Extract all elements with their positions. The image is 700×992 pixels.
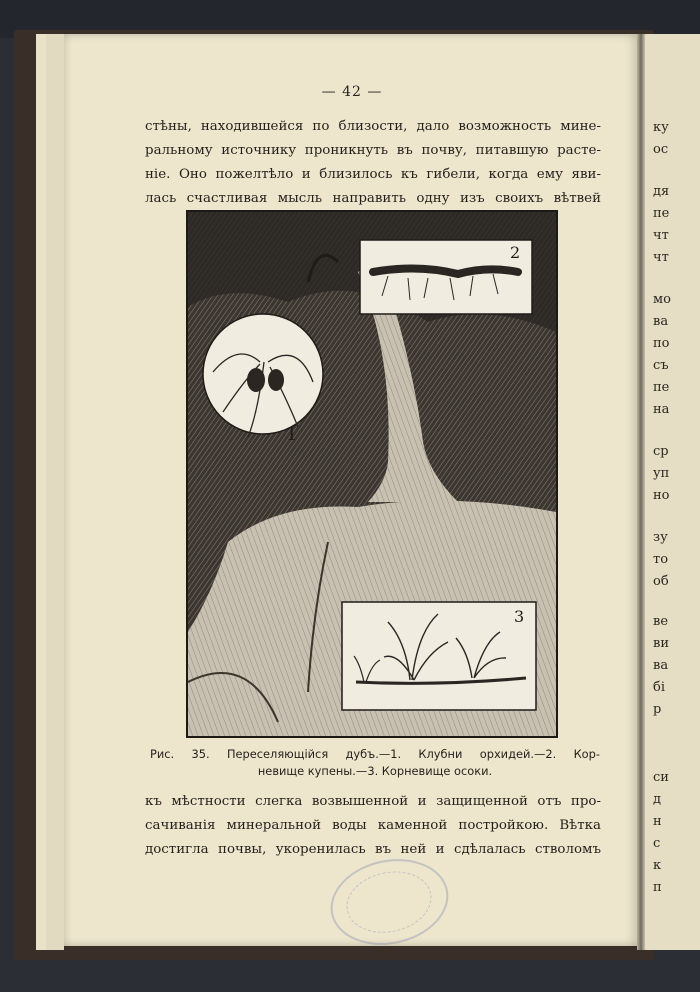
- page-number: — 42 —: [321, 84, 383, 100]
- right-page-fragment: ви: [653, 636, 669, 651]
- right-page-fragment: то: [653, 552, 669, 567]
- page-edges: [36, 34, 46, 950]
- right-page-fragment: на: [653, 402, 670, 417]
- figure-caption: [150, 746, 600, 780]
- inset-label-3: 3: [514, 607, 525, 626]
- right-page-fragment: чт: [653, 250, 669, 265]
- right-page-fragment: р: [653, 702, 662, 717]
- inset-rhizome-kupena: [360, 240, 532, 314]
- text-line: ніе. Оно пожелтѣло и близилось къ гибели, когда ему яви-: [145, 167, 601, 182]
- text-line: къ мѣстности слегка возвышенной и защищенной отъ про-: [145, 794, 601, 809]
- engraving-oak: [188, 212, 556, 736]
- caption-line-1: Рис. 35. Переселяющійся дубъ.—1. Клубни орхидей.—2. Кор-: [150, 747, 600, 761]
- body-text-top: [145, 115, 601, 211]
- right-page-fragment: уп: [653, 466, 670, 481]
- right-page-fragment: ср: [653, 444, 669, 459]
- figure-illustration: [186, 210, 558, 738]
- right-page-fragment: бі: [653, 680, 665, 695]
- caption-line-2: невище купены.—3. Корневище осоки.: [257, 764, 493, 778]
- right-page-fragment: ва: [653, 658, 669, 673]
- right-page-fragment: н: [653, 814, 662, 829]
- text-line: ральному источнику проникнуть въ почву, питавшую расте-: [145, 143, 601, 158]
- inset-label-2: 2: [510, 243, 521, 262]
- text-line: лась счастливая мысль направить одну изъ своихъ вѣтвей: [145, 191, 601, 206]
- inset-label-1: 1: [286, 424, 298, 445]
- right-page-fragment: п: [653, 880, 662, 895]
- right-page-fragment: д: [653, 792, 662, 807]
- right-page-fragment: зу: [653, 530, 668, 545]
- right-page-fragment: си: [653, 770, 669, 785]
- right-page-fragment: ос: [653, 142, 669, 157]
- right-page-fragment: пе: [653, 206, 670, 221]
- right-page-fragment: об: [653, 574, 669, 589]
- right-page-fragment: ве: [653, 614, 669, 629]
- right-page: [645, 34, 700, 950]
- right-page-fragment: ва: [653, 314, 669, 329]
- inset-rhizome-sedge: [342, 602, 536, 710]
- body-text-bottom: [145, 790, 601, 862]
- right-page-fragment: по: [653, 336, 670, 351]
- right-page-fragment: к: [653, 858, 662, 873]
- right-page-fragment: мо: [653, 292, 671, 307]
- text-line: стѣны, находившейся по близости, дало возможность мине-: [145, 119, 601, 134]
- page-edges-inner: [46, 34, 64, 950]
- right-page-fragment: съ: [653, 358, 669, 373]
- book-gutter: [637, 34, 645, 950]
- right-page-fragment: чт: [653, 228, 669, 243]
- right-page-fragment: ку: [653, 120, 669, 135]
- right-page-fragment: с: [653, 836, 661, 851]
- text-line: достигла почвы, укоренилась въ ней и сдѣлалась стволомъ: [145, 842, 601, 857]
- right-page-fragment: но: [653, 488, 670, 503]
- right-page-fragment: дя: [653, 184, 670, 199]
- right-page-fragment: пе: [653, 380, 670, 395]
- text-line: сачиванія минеральной воды каменной постройкою. Вѣтка: [145, 818, 601, 833]
